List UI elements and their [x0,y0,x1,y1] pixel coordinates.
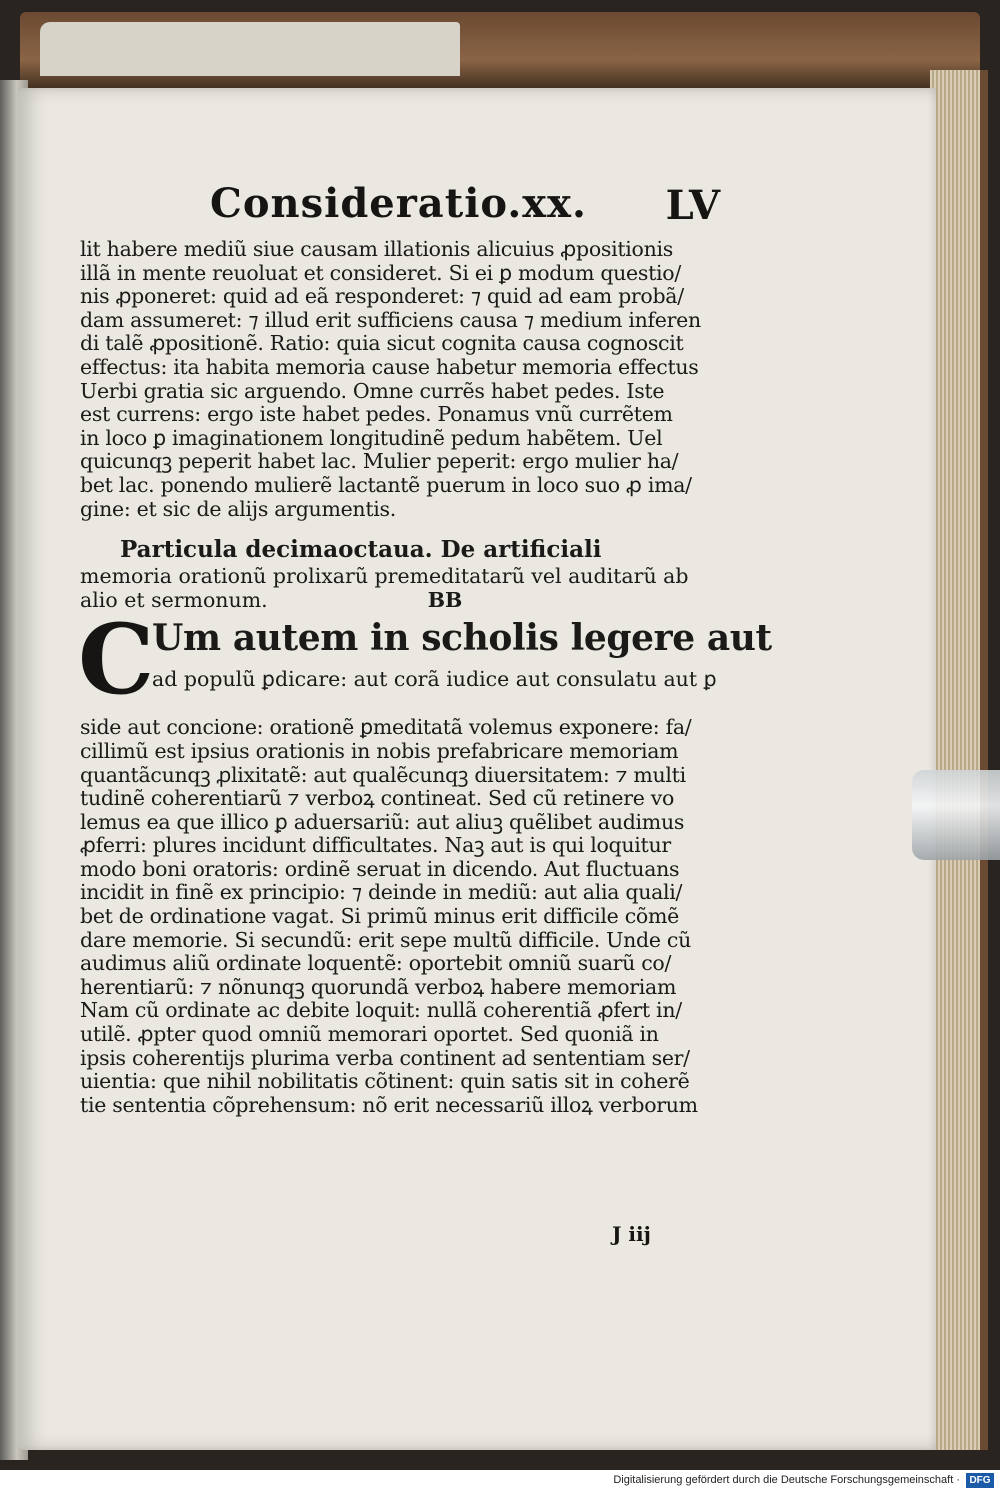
paragraph-top [80,238,720,521]
text-line: di talẽ ꝓpositionẽ. Ratio: quia sicut cognita causa cognoscit [80,332,684,356]
text-line: tudinẽ coherentiarũ ⁊ verboꝝ contineat. Sed cũ retinere vo [80,787,675,811]
page-header [210,180,720,240]
text-line: bet de ordinatione vagat. Si primũ minus erit difficile cõmẽ [80,905,679,929]
text-line: cillimũ est ipsius orationis in nobis prefabricare memoriam [80,739,679,763]
text-line: lit habere mediũ siue causam illationis alicuius ꝓpositionis [80,238,673,261]
text-line: nis ꝓponeret: quid ad eã responderet: ⁊ quid ad eam probã/ [80,285,684,309]
paragraph-bottom [80,716,720,1117]
funding-credit: Digitalisierung gefördert durch die Deutsche Forschungsgemeinschaft · [613,1474,960,1486]
folio-number: LV [665,182,720,229]
page-clip [912,770,1000,860]
text-line: est currens: ergo iste habet pedes. Ponamus vnũ currẽtem [80,403,673,427]
text-line: herentiarũ: ⁊ nõnunqꝫ quorundã verboꝝ habere memoriam [80,975,677,999]
text-line: audimus aliũ ordinate loquentẽ: oportebit omniũ suarũ co/ [80,952,672,976]
paper-tab [40,22,460,76]
text-line: Uerbi gratia sic arguendo. Omne currẽs habet pedes. Iste [80,379,665,403]
text-line: dam assumeret: ⁊ illud erit sufficiens causa ⁊ medium inferen [80,308,701,332]
text-line: effectus: ita habita memoria cause habetur memoria effectus [80,355,699,379]
text-line: incidit in finẽ ex principio: ⁊ deinde in mediũ: aut alia quali/ [80,881,683,905]
text-line: lemus ea que illico ꝑ aduersariũ: aut aliuꝫ quẽlibet audimus [80,810,685,834]
section-heading: Particula decimaoctaua. De artificiali [120,536,602,564]
opening-line: Um autem in scholis legere aut [152,617,772,660]
text-line: modo boni oratoris: ordinẽ seruat in dicendo. Aut fluctuans [80,857,680,881]
indented-line: ad populũ ꝑdicare: aut corã iudice aut consulatu aut ꝑ [152,667,717,692]
subheading-line [80,565,720,589]
text-line: tie sententia cõprehensum: nõ erit necessariũ illoꝝ verborum [80,1093,698,1117]
text-line: side aut concione: orationẽ ꝑmeditatã volemus exponere: fa/ [80,716,692,740]
signature-mark: J iij [612,1222,651,1246]
subheading-line [80,589,720,613]
page-fore-edge [930,70,988,1450]
text-line: quicunqꝫ peperit habet lac. Mulier peperit: ergo mulier ha/ [80,450,679,474]
text-line: Nam cũ ordinate ac debite loquit: nullã coherentiã ꝓfert in/ [80,999,682,1023]
text-line: uientia: que nihil nobilitatis cõtinent: quin satis sit in coherẽ [80,1070,690,1094]
text-line: ipsis coherentijs plurima verba continent ad sententiam ser/ [80,1046,690,1070]
text-block [78,238,772,1117]
running-head: Consideratio.xx. [210,180,587,227]
text-line: ꝓferri: plures incidunt difficultates. Naꝫ aut is qui loquitur [80,834,671,858]
text-line: dare memorie. Si secundũ: erit sepe multũ difficile. Unde cũ [80,928,691,952]
text-line: utilẽ. ꝓpter quod omniũ memorari oportet. Sed quoniã in [80,1023,659,1047]
text-line: quantãcunqꝫ ꝓlixitatẽ: aut qualẽcunqꝫ diuersitatem: ⁊ multi [80,763,686,787]
subheading-text: alio et sermonum. [80,588,268,612]
dfg-logo: DFG [966,1473,994,1488]
text-line: bet lac. ponendo mulierẽ lactantẽ puerum in loco suo ꝓ ima/ [80,473,692,497]
subheading-text: memoria orationũ prolixarũ premeditatarũ vel auditarũ ab [80,565,689,589]
text-line: in loco ꝑ imaginationem longitudinẽ pedum habẽtem. Uel [80,426,663,450]
text-line: gine: et sic de alijs argumentis. [80,497,396,521]
drop-initial: C [78,603,155,717]
gathering-signature: BB [427,588,463,612]
footer-bar [0,1470,1000,1492]
opening-paragraph [78,603,772,717]
text-line: illã in mente reuoluat et consideret. Si ei ꝑ modum questio/ [80,261,681,285]
section-subheading [80,565,720,612]
spacer [80,521,720,535]
